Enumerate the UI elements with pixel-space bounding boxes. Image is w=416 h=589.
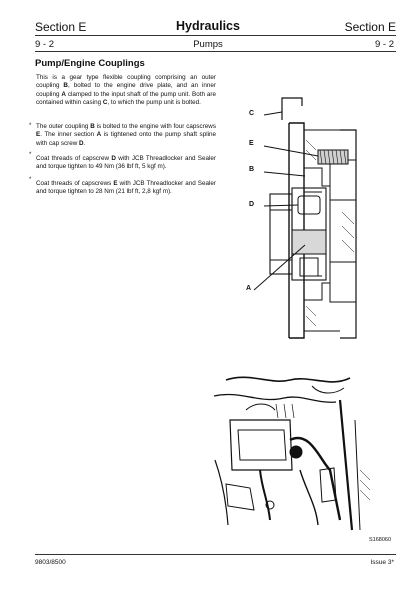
issue-number: Issue 3*	[370, 559, 394, 566]
callout-d: D	[249, 201, 255, 208]
text-run: , to which the pump unit is bolted.	[107, 98, 201, 106]
figure-code: S168060	[369, 537, 392, 543]
chapter-title: Hydraulics	[176, 19, 240, 33]
reference-letter: D	[111, 155, 116, 162]
publication-number: 9803/8500	[35, 559, 66, 566]
callout-e: E	[249, 140, 254, 147]
page-number-right: 9 - 2	[374, 39, 394, 50]
text-run: is bolted to the engine with four capscrews	[94, 123, 216, 130]
page-subtitle: Pumps	[193, 39, 223, 50]
reference-letter: A	[61, 90, 66, 98]
reference-letter: E	[36, 131, 41, 139]
reference-letter: B	[63, 82, 68, 90]
text-run: .	[83, 139, 86, 147]
page-number-left: 9 - 2	[35, 39, 55, 50]
revision-marker: *	[29, 177, 32, 183]
text-run: with JCB Threadlocker and Sealer and torque tighten to 49 Nm (36 lbf ft, 5 kgf m).	[36, 155, 216, 171]
reference-letter: A	[96, 131, 102, 139]
text-run: clamped to the input shaft of the pump unit. Both are contained within casing	[36, 90, 216, 106]
text-run: with JCB Threadlocker and Sealer and torque tighten to 28 Nm (21 lbf ft, 2,8 kgf m).	[36, 180, 216, 196]
reference-letter: D	[79, 139, 84, 147]
section-label-left: Section E	[35, 20, 87, 34]
text-run: . The inner section	[40, 131, 97, 139]
reference-letter: C	[102, 98, 108, 106]
text-run: The outer coupling	[36, 123, 91, 130]
reference-letter: B	[90, 123, 95, 130]
callout-c: C	[249, 110, 255, 117]
callout-b: B	[249, 166, 255, 173]
reference-letter: E	[113, 180, 118, 187]
footer-rule	[35, 554, 396, 555]
text-run: Coat threads of capscrews	[36, 180, 114, 187]
revision-marker: *	[29, 152, 32, 158]
text-run: This is a gear type flexible coupling comprising an outer coupling	[36, 74, 216, 90]
text-run: Coat threads of capscrew	[36, 155, 112, 162]
section-heading: Pump/Engine Couplings	[35, 58, 145, 69]
section-label-right: Section E	[344, 20, 396, 34]
text-run: , bolted to the engine drive plate, and an inner coupling	[36, 82, 216, 98]
revision-marker: *	[29, 123, 32, 129]
callout-a: A	[246, 285, 252, 292]
text-run: is tightened onto the pump shaft spline with cap screw	[36, 131, 217, 147]
